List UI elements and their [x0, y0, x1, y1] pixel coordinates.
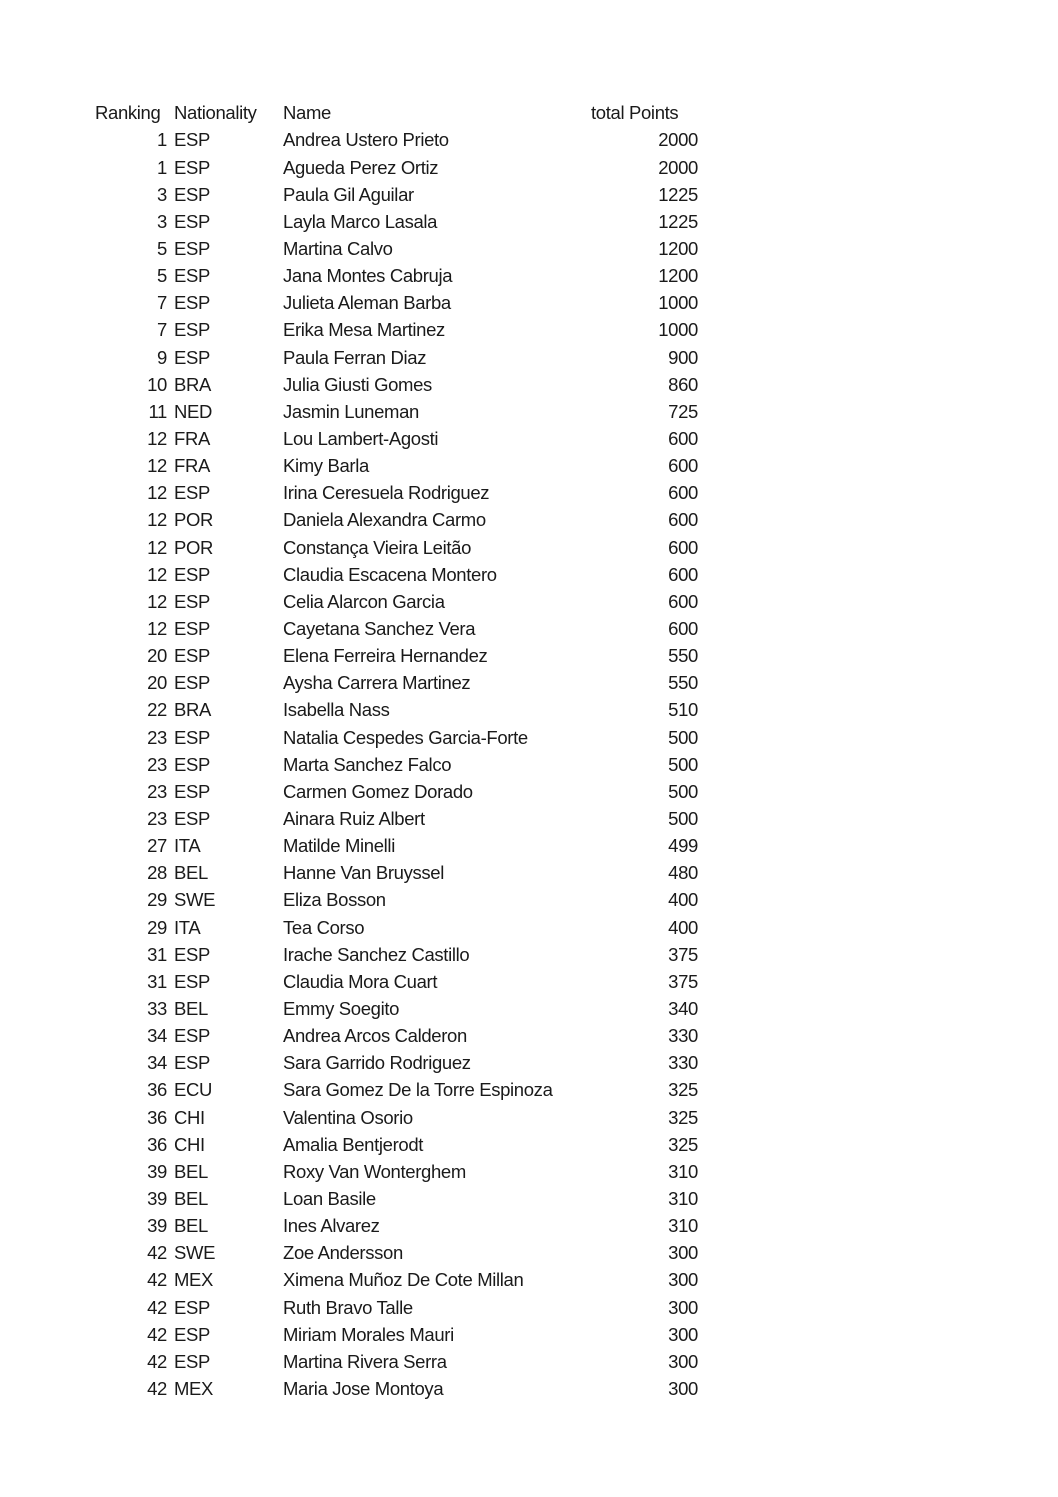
ranking-cell: 12: [147, 509, 167, 531]
name-cell: Irache Sanchez Castillo: [283, 943, 470, 965]
nationality-cell: MEX: [174, 1377, 214, 1399]
name-cell: Natalia Cespedes Garcia-Forte: [283, 726, 528, 748]
table-row: [95, 1131, 698, 1158]
table-row: [95, 914, 698, 941]
table-row: [95, 317, 698, 344]
points-cell: 600: [668, 617, 698, 639]
name-cell: Eliza Bosson: [283, 889, 386, 911]
ranking-cell: 33: [147, 997, 167, 1019]
points-cell: 330: [668, 1052, 698, 1074]
name-cell: Andrea Arcos Calderon: [283, 1025, 467, 1047]
nationality-cell: NED: [174, 400, 213, 422]
ranking-cell: 27: [147, 835, 167, 857]
nationality-cell: ESP: [174, 1350, 210, 1372]
points-cell: 900: [668, 346, 698, 368]
nationality-cell: ESP: [174, 645, 210, 667]
points-cell: 375: [668, 943, 698, 965]
nationality-cell: ESP: [174, 617, 210, 639]
nationality-cell: ESP: [174, 807, 210, 829]
name-cell: Marta Sanchez Falco: [283, 753, 452, 775]
table-row: [95, 561, 698, 588]
table-row: [95, 589, 698, 616]
points-cell: 310: [668, 1187, 698, 1209]
points-cell: 1200: [658, 265, 698, 287]
ranking-cell: 12: [147, 563, 167, 585]
points-cell: 500: [668, 726, 698, 748]
table-row: [95, 181, 698, 208]
points-cell: 2000: [658, 129, 698, 151]
points-cell: 725: [668, 400, 698, 422]
nationality-cell: BEL: [174, 997, 208, 1019]
ranking-cell: 29: [147, 916, 167, 938]
nationality-cell: ESP: [174, 590, 210, 612]
name-cell: Erika Mesa Martinez: [283, 319, 445, 341]
name-cell: Constança Vieira Leitão: [283, 536, 472, 558]
points-cell: 860: [668, 373, 698, 395]
table-row: [95, 263, 698, 290]
nationality-cell: ESP: [174, 672, 210, 694]
ranking-cell: 42: [147, 1323, 167, 1345]
points-cell: 1000: [658, 292, 698, 314]
ranking-cell: 12: [147, 455, 167, 477]
nationality-cell: ESP: [174, 970, 210, 992]
name-cell: Loan Basile: [283, 1187, 376, 1209]
table-row: [95, 209, 698, 236]
name-cell: Sara Garrido Rodriguez: [283, 1052, 471, 1074]
column-header-total-points: total Points: [591, 102, 679, 124]
name-cell: Claudia Mora Cuart: [283, 970, 438, 992]
ranking-cell: 42: [147, 1350, 167, 1372]
table-row: [95, 1158, 698, 1185]
nationality-cell: SWE: [174, 889, 216, 911]
table-row: [95, 127, 698, 154]
name-cell: Roxy Van Wonterghem: [283, 1160, 466, 1182]
points-cell: 550: [668, 645, 698, 667]
ranking-cell: 12: [147, 482, 167, 504]
points-cell: 500: [668, 780, 698, 802]
table-row: [95, 1077, 698, 1104]
name-cell: Sara Gomez De la Torre Espinoza: [283, 1079, 553, 1101]
table-row: [95, 996, 698, 1023]
ranking-cell: 34: [147, 1025, 167, 1047]
nationality-cell: SWE: [174, 1242, 216, 1264]
nationality-cell: ESP: [174, 1052, 210, 1074]
points-cell: 325: [668, 1133, 698, 1155]
nationality-cell: ESP: [174, 780, 210, 802]
ranking-cell: 39: [147, 1215, 167, 1237]
table-row: [95, 453, 698, 480]
name-cell: Irina Ceresuela Rodriguez: [283, 482, 490, 504]
ranking-cell: 12: [147, 536, 167, 558]
table-row: [95, 1348, 698, 1375]
table-row: [95, 1213, 698, 1240]
name-cell: Zoe Andersson: [283, 1242, 403, 1264]
ranking-cell: 23: [147, 726, 167, 748]
table-row: [95, 480, 698, 507]
table-row: [95, 290, 698, 317]
table-row: [95, 941, 698, 968]
points-cell: 510: [668, 699, 698, 721]
table-row: [95, 1104, 698, 1131]
table-row: [95, 399, 698, 426]
ranking-cell: 12: [147, 428, 167, 449]
points-cell: 300: [668, 1242, 698, 1264]
nationality-cell: ESP: [174, 129, 210, 151]
ranking-cell: 39: [147, 1187, 167, 1209]
ranking-cell: 22: [147, 699, 167, 721]
nationality-cell: POR: [174, 509, 214, 531]
name-cell: Jana Montes Cabruja: [283, 265, 453, 287]
ranking-cell: 36: [147, 1079, 167, 1101]
ranking-cell: 23: [147, 780, 167, 802]
nationality-cell: ESP: [174, 183, 210, 205]
nationality-cell: FRA: [174, 428, 210, 449]
table-row: [95, 643, 698, 670]
name-cell: Miriam Morales Mauri: [283, 1323, 454, 1345]
ranking-cell: 42: [147, 1377, 167, 1399]
ranking-cell: 11: [148, 400, 167, 422]
nationality-cell: POR: [174, 536, 214, 558]
nationality-cell: ITA: [174, 916, 201, 938]
nationality-cell: BEL: [174, 1160, 208, 1182]
ranking-cell: 3: [157, 183, 167, 205]
points-cell: 2000: [658, 156, 698, 178]
name-cell: Emmy Soegito: [283, 997, 400, 1019]
name-cell: Ruth Bravo Talle: [283, 1296, 413, 1318]
points-cell: 300: [668, 1269, 698, 1291]
ranking-cell: 7: [157, 319, 167, 341]
ranking-cell: 42: [147, 1242, 167, 1264]
table-row: [95, 751, 698, 778]
name-cell: Matilde Minelli: [283, 835, 395, 857]
table-row: [95, 1294, 698, 1321]
name-cell: Claudia Escacena Montero: [283, 563, 497, 585]
points-cell: 300: [668, 1296, 698, 1318]
name-cell: Amalia Bentjerodt: [283, 1133, 424, 1155]
points-cell: 325: [668, 1106, 698, 1128]
name-cell: Tea Corso: [283, 916, 365, 938]
points-cell: 550: [668, 672, 698, 694]
ranking-cell: 23: [147, 753, 167, 775]
table-row: [95, 344, 698, 371]
name-cell: Julia Giusti Gomes: [283, 373, 432, 395]
points-cell: 1200: [658, 238, 698, 260]
name-cell: Ainara Ruiz Albert: [283, 807, 425, 829]
table-row: [95, 806, 698, 833]
name-cell: Agueda Perez Ortiz: [283, 156, 439, 178]
name-cell: Kimy Barla: [283, 455, 369, 477]
name-cell: Martina Rivera Serra: [283, 1350, 447, 1372]
nationality-cell: ESP: [174, 346, 210, 368]
points-cell: 600: [668, 590, 698, 612]
points-cell: 340: [668, 997, 698, 1019]
column-header-ranking: Ranking: [95, 102, 161, 124]
nationality-cell: CHI: [174, 1106, 205, 1128]
ranking-cell: 42: [147, 1296, 167, 1318]
points-cell: 600: [668, 563, 698, 585]
table-row: [95, 371, 698, 398]
table-row: [95, 860, 698, 887]
name-cell: Ines Alvarez: [283, 1215, 380, 1237]
nationality-cell: BEL: [174, 1215, 208, 1237]
ranking-cell: 20: [147, 645, 167, 667]
ranking-cell: 42: [147, 1269, 167, 1291]
ranking-cell: 9: [157, 346, 167, 368]
name-cell: Layla Marco Lasala: [283, 210, 438, 232]
points-cell: 310: [668, 1215, 698, 1237]
nationality-cell: BRA: [174, 373, 211, 395]
points-cell: 600: [668, 482, 698, 504]
table-row: [95, 507, 698, 534]
nationality-cell: MEX: [174, 1269, 214, 1291]
nationality-cell: ESP: [174, 482, 210, 504]
name-cell: Martina Calvo: [283, 238, 393, 260]
name-cell: Paula Gil Aguilar: [283, 183, 414, 205]
ranking-cell: 7: [157, 292, 167, 314]
table-row: [95, 1376, 698, 1403]
name-cell: Cayetana Sanchez Vera: [283, 617, 476, 639]
nationality-cell: ESP: [174, 1296, 210, 1318]
table-row: [95, 1186, 698, 1213]
nationality-cell: ESP: [174, 292, 210, 314]
name-cell: Lou Lambert-Agosti: [283, 428, 439, 449]
table-row: [95, 969, 698, 996]
name-cell: Daniela Alexandra Carmo: [283, 509, 486, 531]
ranking-cell: 5: [157, 238, 167, 260]
points-cell: 600: [668, 455, 698, 477]
nationality-cell: ESP: [174, 726, 210, 748]
points-cell: 500: [668, 807, 698, 829]
ranking-cell: 10: [147, 373, 167, 395]
column-header-nationality: Nationality: [174, 102, 257, 124]
ranking-cell: 5: [157, 265, 167, 287]
name-cell: Ximena Muñoz De Cote Millan: [283, 1269, 524, 1291]
points-cell: 500: [668, 753, 698, 775]
table-row: [95, 1240, 698, 1267]
points-cell: 1225: [658, 183, 698, 205]
points-cell: 310: [668, 1160, 698, 1182]
points-cell: 400: [668, 889, 698, 911]
table-row: [95, 1321, 698, 1348]
nationality-cell: ESP: [174, 1323, 210, 1345]
table-row: [95, 236, 698, 263]
table-row: [95, 887, 698, 914]
points-cell: 300: [668, 1377, 698, 1399]
nationality-cell: BRA: [174, 699, 211, 721]
ranking-cell: 31: [147, 970, 167, 992]
nationality-cell: ECU: [174, 1079, 213, 1101]
ranking-cell: 12: [147, 590, 167, 612]
name-cell: Isabella Nass: [283, 699, 390, 721]
name-cell: Carmen Gomez Dorado: [283, 780, 473, 802]
nationality-cell: ESP: [174, 563, 210, 585]
nationality-cell: ESP: [174, 156, 210, 178]
ranking-cell: 20: [147, 672, 167, 694]
nationality-cell: ESP: [174, 265, 210, 287]
name-cell: Valentina Osorio: [283, 1106, 413, 1128]
table-row: [95, 724, 698, 751]
points-cell: 400: [668, 916, 698, 938]
name-cell: Julieta Aleman Barba: [283, 292, 451, 314]
points-cell: 300: [668, 1350, 698, 1372]
table-row: [95, 534, 698, 561]
table-body: [95, 127, 698, 1403]
nationality-cell: FRA: [174, 455, 210, 477]
nationality-cell: ESP: [174, 753, 210, 775]
ranking-cell: 23: [147, 807, 167, 829]
nationality-cell: BEL: [174, 862, 208, 884]
nationality-cell: ESP: [174, 210, 210, 232]
nationality-cell: ESP: [174, 943, 210, 965]
points-cell: 480: [668, 862, 698, 884]
ranking-cell: 1: [157, 129, 167, 151]
ranking-cell: 36: [147, 1106, 167, 1128]
points-cell: 600: [668, 428, 698, 449]
ranking-table: [95, 100, 698, 1403]
name-cell: Celia Alarcon Garcia: [283, 590, 445, 612]
name-cell: Paula Ferran Diaz: [283, 346, 427, 368]
ranking-cell: 31: [147, 943, 167, 965]
table-row: [95, 426, 698, 453]
ranking-cell: 34: [147, 1052, 167, 1074]
nationality-cell: ESP: [174, 238, 210, 260]
nationality-cell: ESP: [174, 319, 210, 341]
points-cell: 300: [668, 1323, 698, 1345]
table-row: [95, 1023, 698, 1050]
nationality-cell: BEL: [174, 1187, 208, 1209]
points-cell: 325: [668, 1079, 698, 1101]
table-row: [95, 154, 698, 181]
ranking-cell: 3: [157, 210, 167, 232]
points-cell: 600: [668, 509, 698, 531]
table-row: [95, 697, 698, 724]
name-cell: Jasmin Luneman: [283, 400, 419, 422]
ranking-cell: 1: [157, 156, 167, 178]
ranking-cell: 39: [147, 1160, 167, 1182]
name-cell: Andrea Ustero Prieto: [283, 129, 449, 151]
column-header-name: Name: [283, 102, 331, 124]
ranking-cell: 28: [147, 862, 167, 884]
points-cell: 330: [668, 1025, 698, 1047]
points-cell: 1225: [658, 210, 698, 232]
table-row: [95, 833, 698, 860]
nationality-cell: CHI: [174, 1133, 205, 1155]
name-cell: Elena Ferreira Hernandez: [283, 645, 488, 667]
table-row: [95, 779, 698, 806]
ranking-cell: 12: [147, 617, 167, 639]
table-row: [95, 616, 698, 643]
name-cell: Hanne Van Bruyssel: [283, 862, 444, 884]
nationality-cell: ESP: [174, 1025, 210, 1047]
table-row: [95, 1050, 698, 1077]
ranking-cell: 36: [147, 1133, 167, 1155]
name-cell: Aysha Carrera Martinez: [283, 672, 471, 694]
name-cell: Maria Jose Montoya: [283, 1377, 444, 1399]
points-cell: 600: [668, 536, 698, 558]
points-cell: 499: [668, 835, 698, 857]
points-cell: 1000: [658, 319, 698, 341]
points-cell: 375: [668, 970, 698, 992]
table-header-row: [95, 100, 698, 127]
nationality-cell: ITA: [174, 835, 201, 857]
table-row: [95, 1267, 698, 1294]
table-row: [95, 670, 698, 697]
ranking-cell: 29: [147, 889, 167, 911]
